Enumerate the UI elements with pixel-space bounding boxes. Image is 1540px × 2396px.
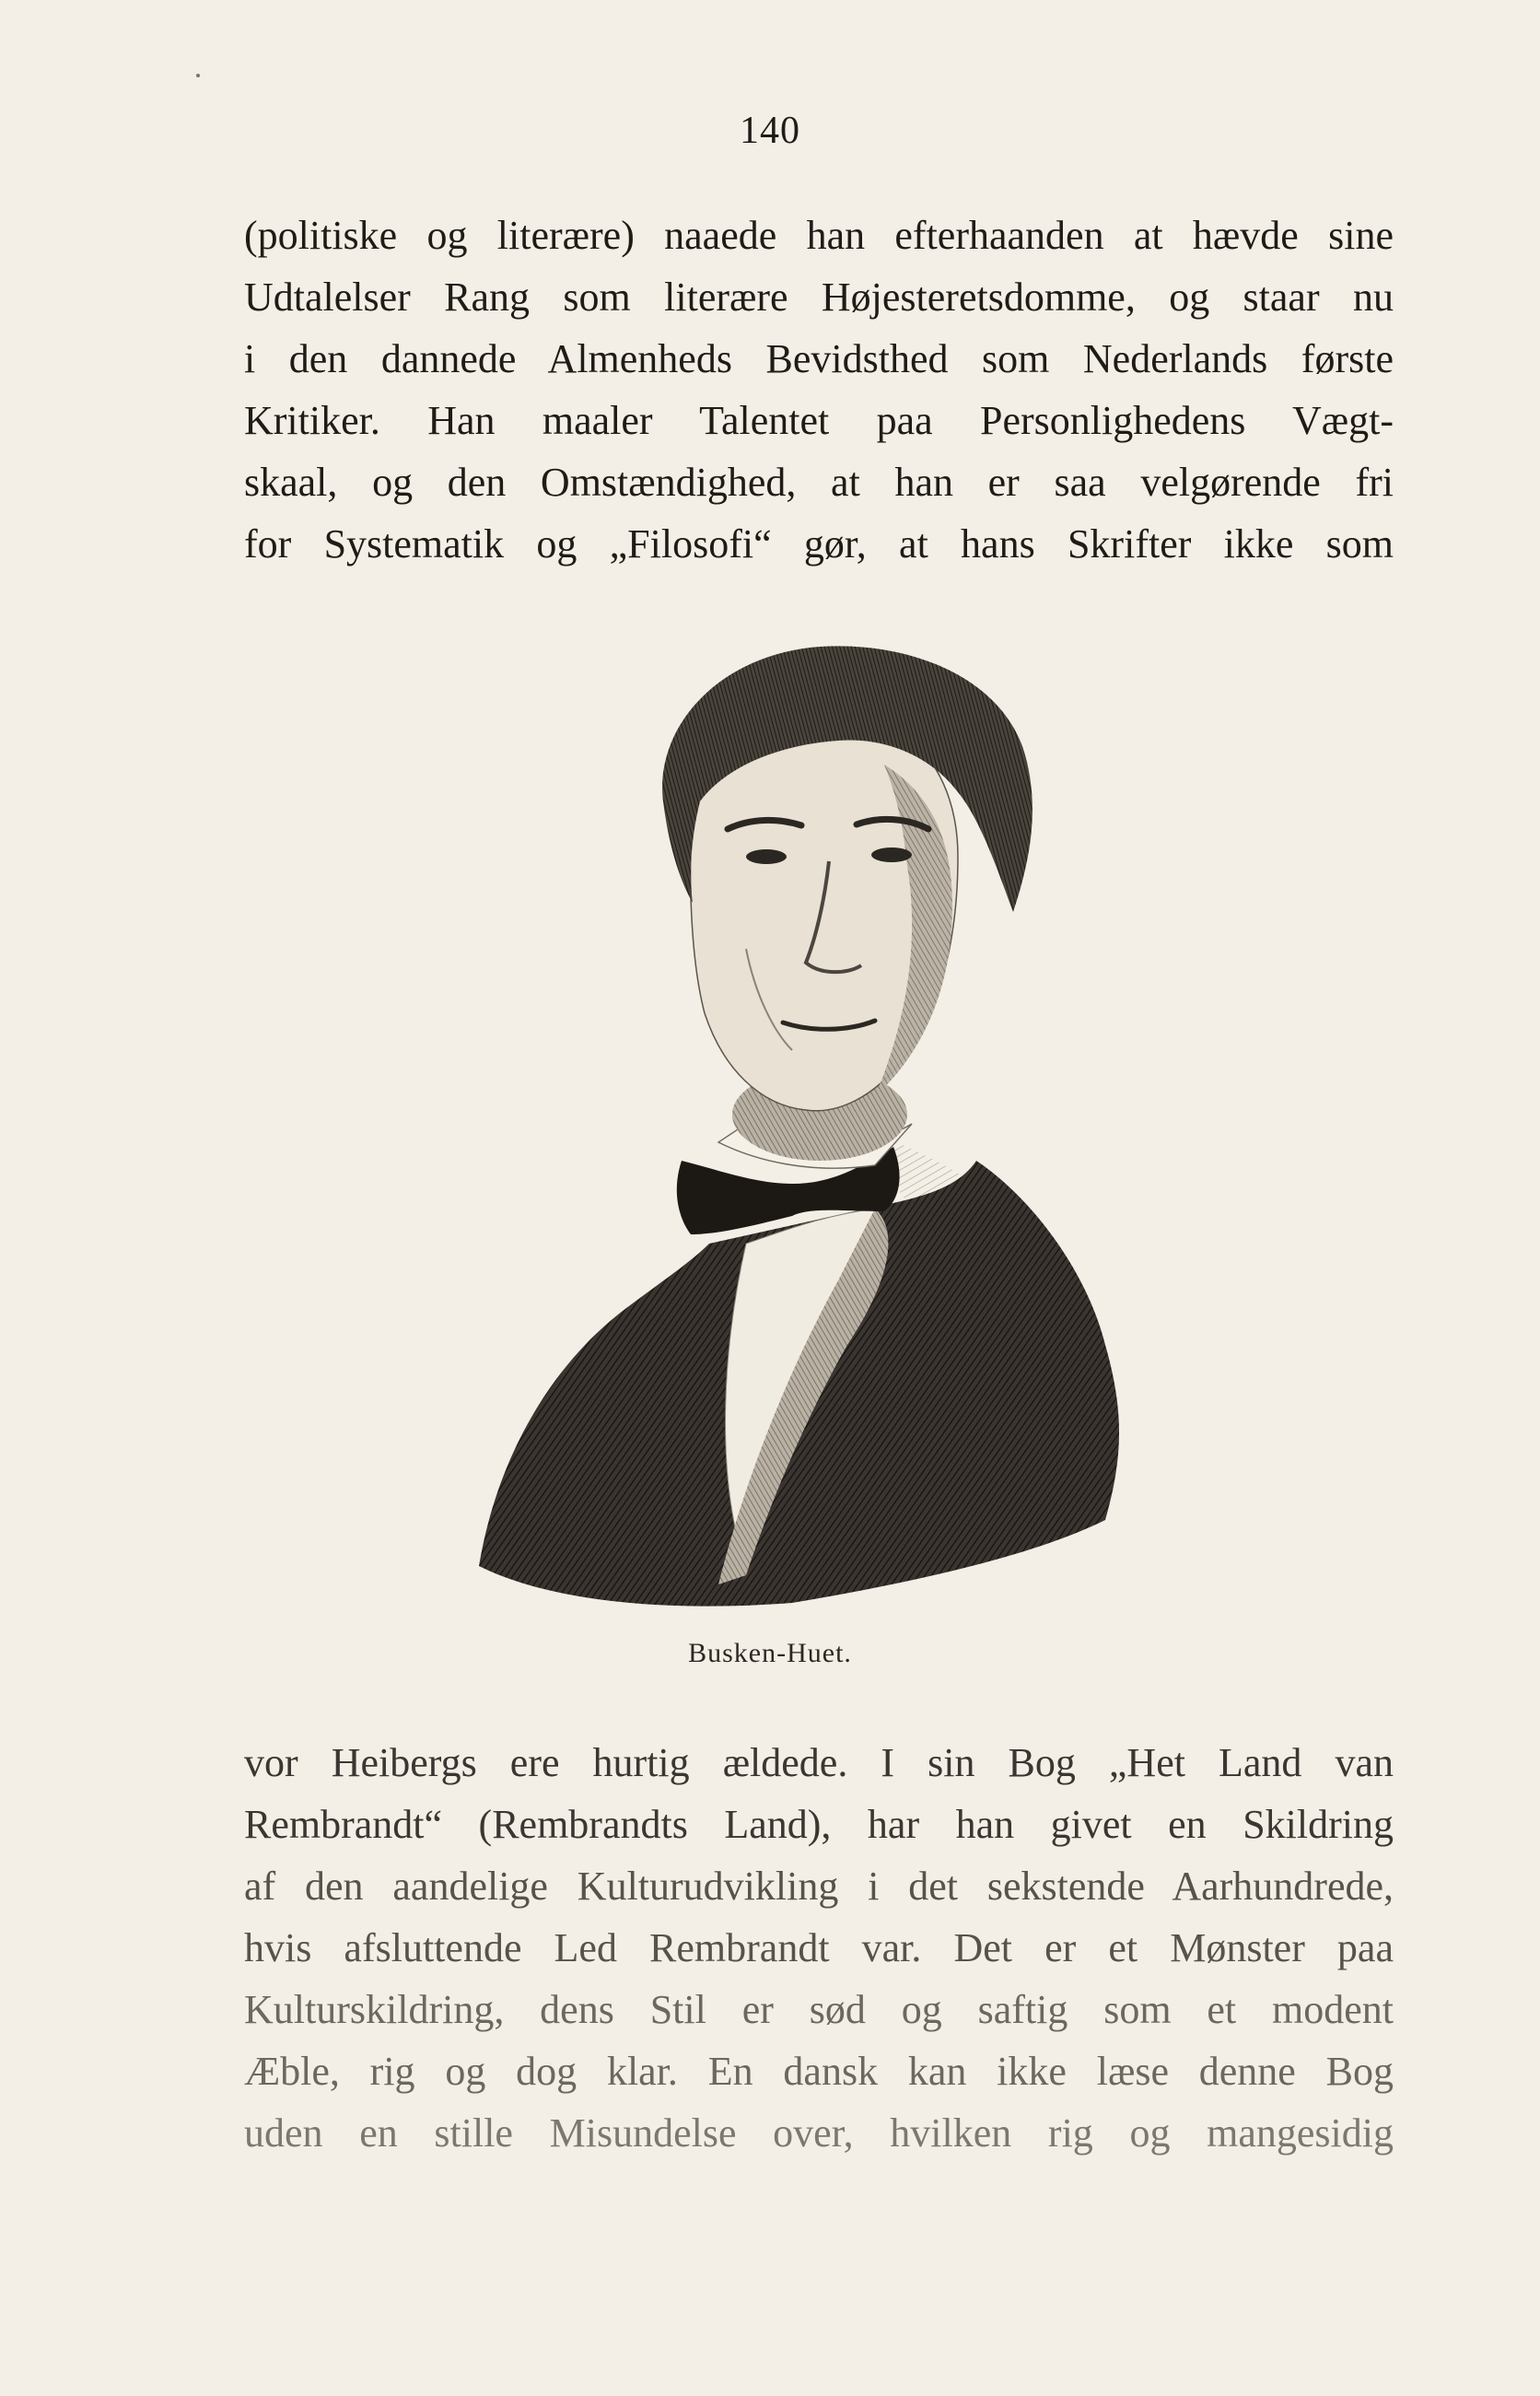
text-line: Æble, rig og dog klar. En dansk kan ikke læse denne Bog: [244, 2049, 1394, 2094]
text-line: Rembrandt“ (Rembrandts Land), har han givet en Skildring: [244, 1802, 1394, 1847]
text-line: af den aandelige Kulturudvikling i det sekstende Aarhundrede,: [244, 1864, 1394, 1909]
text-line: skaal, og den Omstændighed, at han er saa velgørende fri: [244, 460, 1394, 505]
figure-caption: Busken-Huet.: [688, 1638, 852, 1668]
right-eye: [871, 847, 912, 862]
portrait-engraving: [442, 645, 1216, 1621]
text-line: i den dannede Almenheds Bevidsthed som Nederlands første: [244, 336, 1394, 381]
left-eye: [746, 849, 787, 864]
body-text-top: [244, 205, 1394, 575]
body-text-bottom: [244, 1732, 1394, 2164]
text-line: (politiske og literære) naaede han efterhaanden at hævde sine: [244, 213, 1394, 258]
text-line: Udtalelser Rang som literære Højesteretsdomme, og staar nu: [244, 275, 1394, 320]
paper-speck: [196, 74, 200, 77]
text-line: Kulturskildring, dens Stil er sød og saftig som et modent: [244, 1987, 1394, 2032]
text-line: vor Heibergs ere hurtig ældede. I sin Bog „Het Land van: [244, 1740, 1394, 1785]
page-number: 140: [740, 110, 800, 152]
text-line: for Systematik og „Filosofi“ gør, at hans Skrifter ikke som: [244, 521, 1394, 567]
text-line: Kritiker. Han maaler Talentet paa Personlighedens Vægt-: [244, 398, 1394, 443]
text-line: uden en stille Misundelse over, hvilken rig og mangesidig: [244, 2110, 1394, 2156]
text-line: hvis afsluttende Led Rembrandt var. Det er et Mønster paa: [244, 1925, 1394, 1970]
